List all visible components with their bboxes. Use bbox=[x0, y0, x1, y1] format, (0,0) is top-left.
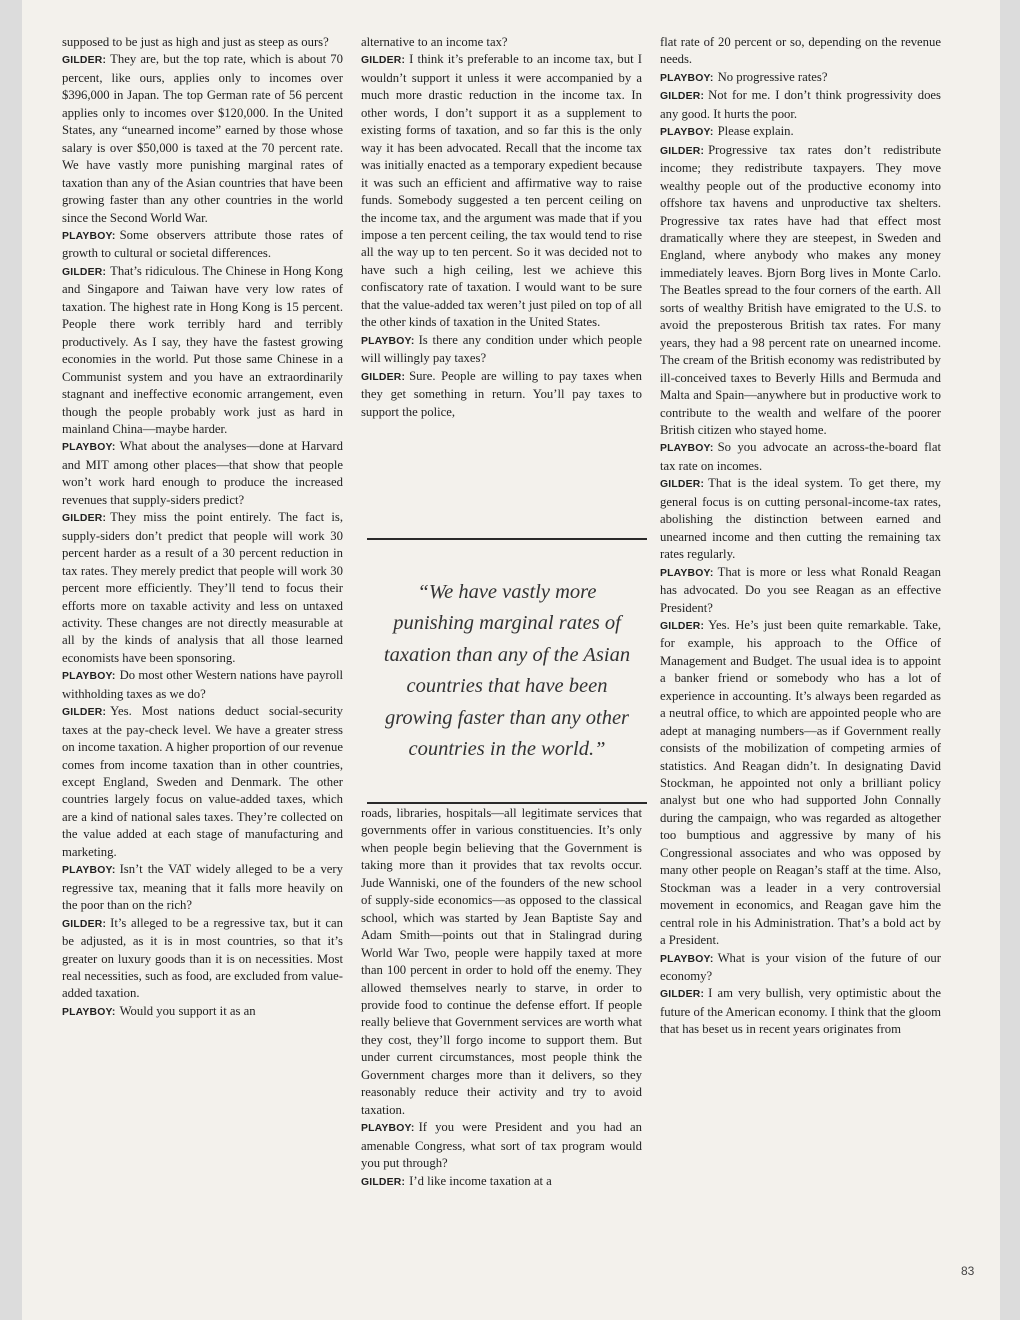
paragraph-text: Isn’t the VAT widely alleged to be a very regressive tax, meaning that it falls more heavily on the poor than on the rich? bbox=[62, 862, 343, 913]
paragraph-text: That is more or less what Ronald Reagan has advocated. Do you see Reagan as an effective President? bbox=[660, 564, 941, 615]
interview-paragraph bbox=[62, 915, 343, 1003]
speaker-label: PLAYBOY: bbox=[62, 1006, 116, 1018]
paragraph-text: Some observers attribute those rates of growth to cultural or societal differences. bbox=[62, 227, 343, 261]
interview-paragraph bbox=[62, 509, 343, 667]
speaker-label: GILDER: bbox=[660, 620, 705, 632]
paragraph-text: I think it’s preferable to an income tax, but I wouldn’t support it unless it were accompanied by a much more drastic reduction in the income tax. In other words, I don’t support it as a supplement to existing forms of taxation, and so far this is the only way it has been advocated. Recall that the income tax was initially enacted as a temporary expedient because it was such an efficient and affirmative way to raise funds. Somebody suggested a ten percent ceiling on the income tax, and the argument was made that if you impose a ten percent ceiling, the tax would tend to rise all the way up to ten percent. So it was decided not to have such a high ceiling, lest we achieve this confiscatory rate of taxation. I would want to be sure that the value-added tax weren’t just piled on top of all the other kinds of taxation in the United States. bbox=[361, 52, 642, 330]
interview-paragraph bbox=[62, 1003, 343, 1021]
interview-paragraph bbox=[660, 34, 941, 69]
speaker-label: PLAYBOY: bbox=[660, 72, 714, 84]
interview-paragraph bbox=[361, 1173, 642, 1191]
speaker-label: GILDER: bbox=[62, 918, 107, 930]
paragraph-text: Yes. He’s just been quite remarkable. Take, for example, his approach to the Office of Management and Budget. The usual idea is to appoint a banker friend or somebody who has a lot of experience in accounting. It’s always been regarded as a neutral office, to which are appointed people who are adept at managing numbers—as if Government really consists of the mobilization of competing armies of statistics. And Reagan didn’t. In designating David Stockman, he appointed not only a brilliant policy analyst but one who had supported John Connally during the campaign, who was regarded as altogether too bumptious and aggressive by many of his Congressional associates and who was opposed by many other people on Reagan’s staff at the time. Also, Stockman was a leader in a very controversial movement in economics, and Reagan gave him the central role in his Administration. That’s a bold act by a President. bbox=[660, 617, 941, 948]
interview-paragraph bbox=[361, 332, 642, 368]
speaker-label: GILDER: bbox=[660, 479, 705, 491]
interview-paragraph bbox=[660, 985, 941, 1038]
paragraph-text: No progressive rates? bbox=[717, 69, 828, 84]
speaker-label: PLAYBOY: bbox=[660, 567, 714, 579]
interview-paragraph bbox=[660, 475, 941, 563]
paragraph-text: If you were President and you had an amenable Congress, what sort of tax program would you put through? bbox=[361, 1120, 642, 1171]
paragraph-text: roads, libraries, hospitals—all legitimate services that governments offer in various constituencies. It’s only when people begin believing that the Government is taking more than it provides that tax revolts occur. Jude Wanniski, one of the founders of the new school of supply-side economics—as opposed to the classical school, which was started by Jean Baptiste Say and Adam Smith—points out that in Stalingrad during World War Two, people were happily taxed at more than 100 percent in order to hold off the enemy. They allowed themselves nearly to starve, in order to provide food to continue the defense effort. If people really believe that Government services are worth what they cost, they’ll forgo income to support them. But under current circumstances, most people think the Government charges more than it delivers, so they reasonably reduce their activity and try to avoid taxation. bbox=[361, 806, 642, 1117]
paragraph-text: That’s ridiculous. The Chinese in Hong Kong and Singapore and Taiwan have very low rates of taxation. The highest rate in Hong Kong is 15 percent. People there work terribly hard and terribly productively. As I say, they have the fastest growing economies in the world. Put those same Chinese in a Communist system and you have an extraordinarily stagnant and ineffective economic arrangement, even though the people probably work just as hard in mainland China—maybe harder. bbox=[62, 263, 343, 436]
interview-paragraph bbox=[361, 368, 642, 421]
interview-paragraph bbox=[660, 123, 941, 141]
speaker-label: PLAYBOY: bbox=[660, 127, 714, 139]
text-column-3 bbox=[660, 34, 941, 1039]
speaker-label: GILDER: bbox=[62, 513, 107, 525]
speaker-label: GILDER: bbox=[361, 55, 406, 67]
paragraph-text: I am very bullish, very optimistic about the future of the American economy. I think that the gloom that has beset us in recent years originates from bbox=[660, 986, 941, 1037]
paragraph-text: I’d like income taxation at a bbox=[409, 1173, 552, 1188]
speaker-label: PLAYBOY: bbox=[62, 671, 116, 683]
pull-quote-text: “We have vastly more punishing marginal rates of taxation than any of the Asian countries that have been growing faster than any other countries in the world.” bbox=[383, 580, 631, 760]
page-number: 83 bbox=[961, 1264, 975, 1278]
speaker-label: PLAYBOY: bbox=[361, 1123, 415, 1135]
interview-paragraph bbox=[660, 617, 941, 950]
magazine-page bbox=[22, 0, 1000, 1320]
paragraph-text: Do most other Western nations have payroll withholding taxes as we do? bbox=[62, 668, 343, 701]
interview-paragraph bbox=[660, 439, 941, 475]
paragraph-text: That is the ideal system. To get there, my general focus is on cutting personal-income-tax rates, abolishing the distinction between earned and unearned income and then cutting the remaining tax rates regularly. bbox=[660, 476, 941, 562]
paragraph-text: flat rate of 20 percent or so, depending on the revenue needs. bbox=[660, 35, 941, 67]
speaker-label: PLAYBOY: bbox=[62, 230, 116, 242]
interview-paragraph bbox=[62, 51, 343, 227]
interview-paragraph bbox=[62, 34, 343, 51]
pull-quote-box bbox=[367, 538, 647, 804]
interview-paragraph bbox=[361, 34, 642, 51]
paragraph-text: Sure. People are willing to pay taxes when they get something in return. You’ll pay taxes to support the police, bbox=[361, 368, 642, 419]
interview-paragraph bbox=[660, 950, 941, 986]
interview-paragraph bbox=[62, 263, 343, 439]
paragraph-text: It’s alleged to be a regressive tax, but it can be adjusted, as it is in most countries, so that it’s greater on luxury goods than it is on necessities. Most real necessities, such as food, are excluded from value-added taxation. bbox=[62, 915, 343, 1001]
speaker-label: PLAYBOY: bbox=[361, 335, 415, 347]
paragraph-text: What is your vision of the future of our economy? bbox=[660, 950, 941, 984]
interview-paragraph bbox=[62, 861, 343, 914]
paragraph-text: Would you support it as an bbox=[119, 1003, 256, 1018]
paragraph-text: They are, but the top rate, which is about 70 percent, like ours, applies only to incomes over $396,000 in Japan. The top German rate of 56 percent applies only to incomes over $120,000. In the United States, any “unearned income” earned by those whose salary is over $50,000 is taxed at the 70 percent rate. We have vastly more punishing marginal rates of taxation than any of the Asian countries that have been growing faster than any other countries in the world since the Second World War. bbox=[62, 52, 343, 225]
speaker-label: PLAYBOY: bbox=[660, 953, 714, 965]
paragraph-text: They miss the point entirely. The fact is, supply-siders don’t predict that people will work 30 percent harder as a result of a 30 percent reduction in tax rates. They merely predict that people will work 30 percent more efficiently. They’ll tend to focus their efforts more on taxable activity and less on untaxed activity. These changes are not directly measurable at all by the kinds of analysis that all those learned economists have been sponsoring. bbox=[62, 510, 343, 665]
text-column-2-bottom bbox=[361, 805, 642, 1191]
speaker-label: GILDER: bbox=[62, 55, 107, 67]
speaker-label: GILDER: bbox=[660, 91, 705, 103]
text-column-2-top bbox=[361, 34, 642, 421]
interview-paragraph bbox=[62, 227, 343, 263]
interview-paragraph bbox=[62, 703, 343, 861]
interview-paragraph bbox=[361, 51, 642, 331]
paragraph-text: Not for me. I don’t think progressivity does any good. It hurts the poor. bbox=[660, 88, 941, 121]
speaker-label: GILDER: bbox=[660, 989, 705, 1001]
interview-paragraph bbox=[660, 69, 941, 87]
paragraph-text: So you advocate an across-the-board flat tax rate on incomes. bbox=[660, 440, 941, 473]
paragraph-text: What about the analyses—done at Harvard and MIT among other places—that show that people won’t work hard enough to produce the increased revenues that supply-siders predict? bbox=[62, 439, 343, 507]
speaker-label: PLAYBOY: bbox=[62, 442, 116, 454]
speaker-label: PLAYBOY: bbox=[660, 443, 714, 455]
paragraph-text: alternative to an income tax? bbox=[361, 35, 508, 49]
speaker-label: GILDER: bbox=[361, 1176, 406, 1188]
paragraph-text: Yes. Most nations deduct social-security taxes at the pay-check level. We have a greater stress on income taxation. A higher proportion of our revenue comes from income taxation than in other countries, except England, Sweden and Denmark. The other countries largely focus on value-added taxes, which are a kind of national sales taxes. They’re collected on the value added at each stage of manufacturing and marketing. bbox=[62, 704, 343, 859]
speaker-label: GILDER: bbox=[62, 266, 107, 278]
interview-paragraph bbox=[361, 805, 642, 1119]
interview-paragraph bbox=[660, 87, 941, 123]
text-column-1 bbox=[62, 34, 343, 1021]
speaker-label: PLAYBOY: bbox=[62, 865, 116, 877]
interview-paragraph bbox=[361, 1119, 642, 1172]
speaker-label: GILDER: bbox=[660, 145, 705, 157]
paragraph-text: Progressive tax rates don’t redistribute income; they redistribute taxpayers. They move wealthy people out of the productive economy into offshore tax havens and unproductive tax shelters. Progressive tax rates have had that effect most dramatically where they are steepest, in Sweden and England, where anybody who makes any money immediately leaves. Bjorn Borg lives in Monte Carlo. The Beatles spread to the four corners of the earth. All sorts of wealthy British have emigrated to the U.S. to avoid the preposterous British tax rates. For many years, they had a 98 percent rate on unearned income. The cream of the British economy was redistributed by ill-conceived taxes to Beverly Hills and Bermuda and Malta and Spain—anywhere but in productive work to contribute to the wealth and welfare of the poorer British citizen who stayed home. bbox=[660, 142, 941, 437]
interview-paragraph bbox=[62, 438, 343, 509]
interview-paragraph bbox=[660, 142, 941, 440]
speaker-label: GILDER: bbox=[62, 707, 107, 719]
paragraph-text: supposed to be just as high and just as steep as ours? bbox=[62, 35, 329, 49]
speaker-label: GILDER: bbox=[361, 371, 406, 383]
paragraph-text: Please explain. bbox=[717, 124, 794, 139]
paragraph-text: Is there any condition under which people will willingly pay taxes? bbox=[361, 332, 642, 366]
interview-paragraph bbox=[660, 564, 941, 617]
interview-paragraph bbox=[62, 667, 343, 703]
